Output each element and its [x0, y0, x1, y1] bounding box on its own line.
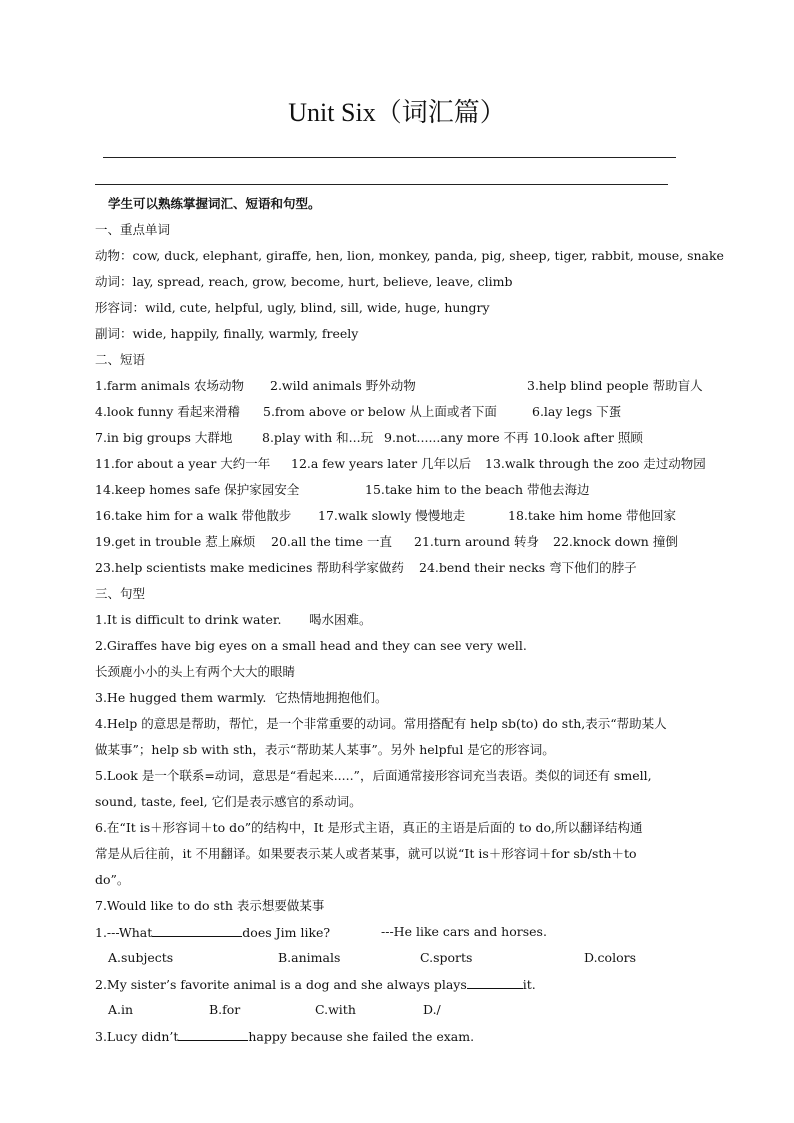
option-d[interactable]: D.colors — [584, 950, 636, 965]
phrase-item: 12.a few years later 几年以后 — [291, 456, 472, 471]
question-1-response: ---He like cars and horses. — [381, 924, 547, 939]
sentence-3-en: 3.He hugged them warmly. — [95, 690, 267, 705]
note-6-line-1: 6.在“It is＋形容词＋to do”的结构中，It 是形式主语，真正的主语是后面的 to do,所以翻译结构通 — [95, 820, 643, 835]
question-1-prefix: 1.---What — [95, 925, 153, 940]
phrase-item: 13.walk through the zoo 走过动物园 — [485, 456, 706, 471]
question-1 — [95, 924, 330, 941]
question-2 — [95, 976, 536, 993]
question-3 — [95, 1028, 474, 1045]
answer-blank[interactable] — [152, 924, 242, 937]
sentence-2-en: 2.Giraffes have big eyes on a small head and they can see very well. — [95, 638, 527, 653]
sentence-3-zh: 它热情地拥抱他们。 — [275, 690, 388, 705]
sentence-1-zh: 喝水困难。 — [309, 612, 372, 627]
phrase-item: 8.play with 和...玩 — [262, 430, 374, 445]
phrase-item: 9.not......any more 不再 — [384, 430, 529, 445]
note-4-line-2: 做某事”；help sb with sth，表示“帮助某人某事”。另外 helpful 是它的形容词。 — [95, 742, 555, 757]
title-rule-top — [103, 157, 676, 158]
phrase-item: 4.look funny 看起来滑稽 — [95, 404, 240, 419]
phrase-item: 3.help blind people 帮助盲人 — [527, 378, 703, 393]
phrase-item: 15.take him to the beach 带他去海边 — [365, 482, 590, 497]
phrase-item: 19.get in trouble 惹上麻烦 — [95, 534, 256, 549]
option-b[interactable]: B.for — [209, 1002, 241, 1017]
option-a[interactable]: A.subjects — [108, 950, 174, 965]
phrase-item: 5.from above or below 从上面或者下面 — [263, 404, 497, 419]
note-6-line-2: 常是从后往前，it 不用翻译。如果要表示某人或者某事，就可以说“It is＋形容词＋for sb/sth＋to — [95, 846, 637, 861]
phrase-item: 14.keep homes safe 保护家园安全 — [95, 482, 300, 497]
words-adjectives: 形容词：wild, cute, helpful, ugly, blind, sill, wide, huge, hungry — [95, 300, 490, 315]
question-1-suffix: does Jim like? — [242, 925, 331, 940]
phrase-item: 20.all the time 一直 — [271, 534, 392, 549]
phrase-item: 17.walk slowly 慢慢地走 — [318, 508, 466, 523]
sentence-2-zh: 长颈鹿小小的头上有两个大大的眼睛 — [95, 664, 296, 679]
option-c[interactable]: C.with — [315, 1002, 356, 1017]
question-3-suffix: happy because she failed the exam. — [248, 1029, 475, 1044]
phrase-item: 1.farm animals 农场动物 — [95, 378, 244, 393]
page-title: Unit Six（词汇篇） — [288, 98, 506, 127]
question-2-prefix: 2.My sister’s favorite animal is a dog and she always plays — [95, 977, 467, 992]
section-heading-words: 一、重点单词 — [95, 222, 171, 237]
phrase-item: 7.in big groups 大群地 — [95, 430, 233, 445]
option-d[interactable]: D./ — [423, 1002, 441, 1017]
note-5-line-1: 5.Look 是一个联系=动词，意思是“看起来.....”，后面通常接形容词充当表语。类似的词还有 smell, — [95, 768, 652, 783]
note-6-line-3: do”。 — [95, 872, 130, 887]
phrase-item: 11.for about a year 大约一年 — [95, 456, 271, 471]
phrase-item: 6.lay legs 下蛋 — [532, 404, 622, 419]
option-c[interactable]: C.sports — [420, 950, 473, 965]
phrase-item: 10.look after 照顾 — [533, 430, 643, 445]
section-heading-phrases: 二、短语 — [95, 352, 146, 367]
answer-blank[interactable] — [467, 976, 523, 989]
section-heading-sentences: 三、句型 — [95, 586, 146, 601]
words-verbs: 动词：lay, spread, reach, grow, become, hurt, believe, leave, climb — [95, 274, 513, 289]
question-2-suffix: it. — [522, 977, 536, 992]
phrase-item: 23.help scientists make medicines 帮助科学家做药 — [95, 560, 404, 575]
phrase-item: 18.take him home 带他回家 — [508, 508, 676, 523]
title-rule-bottom — [95, 184, 668, 185]
question-3-prefix: 3.Lucy didn’t — [95, 1029, 179, 1044]
note-7: 7.Would like to do sth 表示想要做某事 — [95, 898, 325, 913]
phrase-item: 24.bend their necks 弯下他们的脖子 — [419, 560, 637, 575]
option-b[interactable]: B.animals — [278, 950, 341, 965]
phrase-item: 16.take him for a walk 带他散步 — [95, 508, 292, 523]
option-a[interactable]: A.in — [108, 1002, 134, 1017]
words-animals: 动物：cow, duck, elephant, giraffe, hen, lion, monkey, panda, pig, sheep, tiger, rabbit, mouse, snake — [95, 248, 724, 263]
learning-goal: 学生可以熟练掌握词汇、短语和句型。 — [108, 196, 321, 211]
answer-blank[interactable] — [178, 1028, 248, 1041]
note-5-line-2: sound, taste, feel, 它们是表示感官的系动词。 — [95, 794, 362, 809]
sentence-1-en: 1.It is difficult to drink water. — [95, 612, 282, 627]
phrase-item: 2.wild animals 野外动物 — [270, 378, 416, 393]
note-4-line-1: 4.Help 的意思是帮助，帮忙，是一个非常重要的动词。常用搭配有 help sb(to) do sth,表示“帮助某人 — [95, 716, 667, 731]
phrase-item: 22.knock down 撞倒 — [553, 534, 678, 549]
words-adverbs: 副词：wide, happily, finally, warmly, freely — [95, 326, 359, 341]
phrase-item: 21.turn around 转身 — [414, 534, 539, 549]
